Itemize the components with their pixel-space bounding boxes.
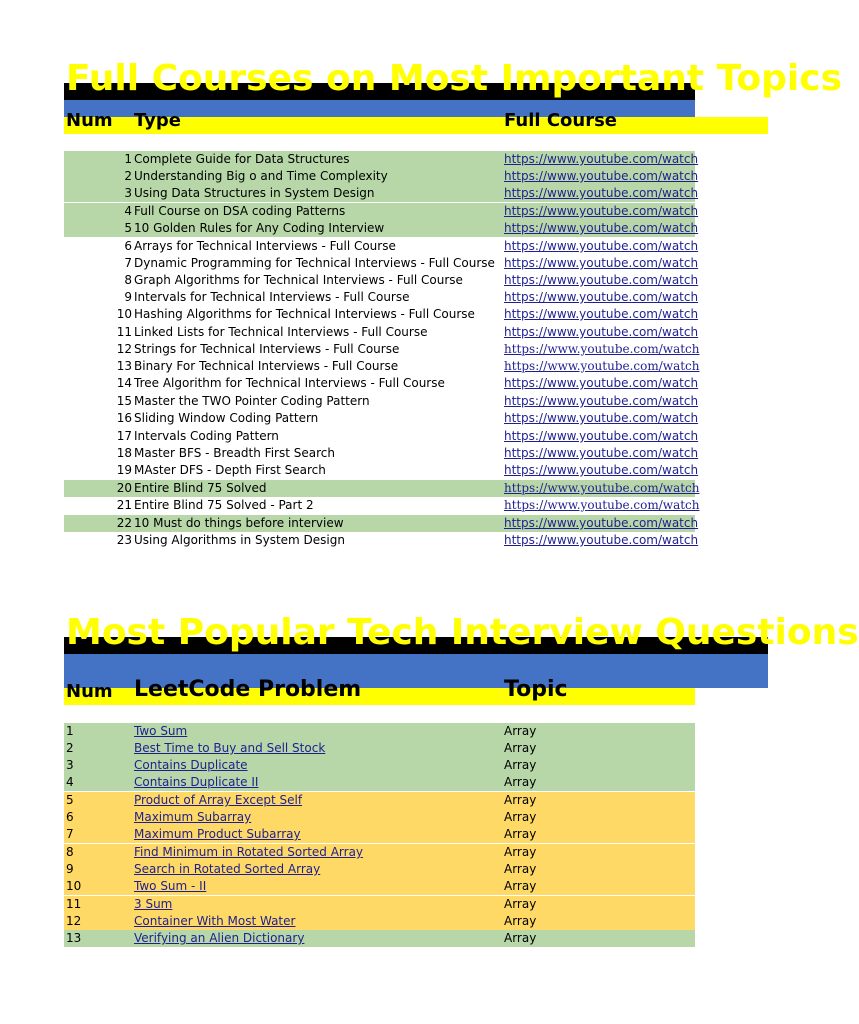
row-type: Understanding Big o and Time Complexity [134,169,388,183]
row-topic: Array [504,897,537,911]
row-type: Linked Lists for Technical Interviews - Full Course [134,325,428,339]
course-link[interactable]: https://www.youtube.com/watch [504,256,699,270]
row-num: 10 [66,879,82,893]
table-row [64,930,695,947]
course-link[interactable]: https://www.youtube.com/watch [504,290,699,304]
section1-title-band [64,58,843,100]
problem-link[interactable]: Product of Array Except Self [134,793,303,807]
problem-link[interactable]: Contains Duplicate II [134,775,259,789]
problem-link[interactable]: Maximum Product Subarray [134,827,301,841]
table-row [64,878,695,895]
table-row [64,861,695,878]
row-type: Binary For Technical Interviews - Full Course [134,359,399,373]
row-num: 9 [124,290,132,304]
table-row [64,255,699,272]
course-link[interactable]: https://www.youtube.com/watch [504,325,699,339]
table-row [64,341,700,358]
problem-link[interactable]: 3 Sum [134,897,173,911]
course-link[interactable]: https://www.youtube.com/watch [504,394,699,408]
row-num: 22 [116,516,132,530]
table-row [64,168,699,185]
row-num: 1 [124,152,132,166]
problem-link[interactable]: Contains Duplicate [134,758,248,772]
course-link[interactable]: https://www.youtube.com/watch [504,307,699,321]
row-num: 15 [116,394,132,408]
course-link[interactable]: https://www.youtube.com/watch [504,204,699,218]
row-type: 10 Golden Rules for Any Coding Interview [134,221,385,235]
table-row [64,826,695,843]
table-row [64,515,699,532]
table-row [64,445,699,462]
table-row [64,896,695,913]
section2-header-row [64,677,695,705]
row-num: 14 [116,376,132,390]
table-row [64,428,699,445]
problem-link[interactable]: Best Time to Buy and Sell Stock [134,741,326,755]
header-num: Num [66,681,113,702]
table-row [64,306,699,323]
row-topic: Array [504,775,537,789]
row-num: 20 [116,481,132,495]
row-type: Intervals for Technical Interviews - Full Course [134,290,410,304]
problem-link[interactable]: Two Sum - II [134,879,207,893]
section1-header-row [64,110,768,134]
row-type: Tree Algorithm for Technical Interviews - Full Course [134,376,445,390]
table-row [64,532,699,549]
table-row [64,238,699,255]
row-num: 6 [66,810,74,824]
section1-title: Full Courses on Most Important Topics [66,58,843,99]
row-num: 6 [124,239,132,253]
row-num: 23 [116,533,132,547]
course-link[interactable]: https://www.youtube.com/watch [504,169,699,183]
course-link[interactable]: https://www.youtube.com/watch [504,376,699,390]
row-topic: Array [504,724,537,738]
row-topic: Array [504,845,537,859]
row-num: 3 [124,186,132,200]
row-num: 12 [116,342,132,356]
table-row [64,220,699,237]
table-row [64,393,699,410]
table-row [64,774,695,791]
table-row [64,723,695,740]
row-num: 2 [66,741,74,755]
row-topic: Array [504,793,537,807]
row-topic: Array [504,741,537,755]
row-num: 16 [116,411,132,425]
table-row [64,844,695,861]
row-type: 10 Must do things before interview [134,516,344,530]
problem-link[interactable]: Find Minimum in Rotated Sorted Array [134,845,364,859]
row-type: Using Data Structures in System Design [134,186,375,200]
row-type: Strings for Technical Interviews - Full Course [134,342,400,356]
row-type: Master BFS - Breadth First Search [134,446,335,460]
table-row [64,272,699,289]
row-num: 1 [66,724,74,738]
row-num: 5 [124,221,132,235]
course-link[interactable]: https://www.youtube.com/watch [504,533,699,547]
problem-link[interactable]: Two Sum [134,724,188,738]
header-num: Num [66,110,113,131]
row-topic: Array [504,758,537,772]
row-type: Complete Guide for Data Structures [134,152,350,166]
table-row [64,289,699,306]
row-num: 2 [124,169,132,183]
course-link[interactable]: https://www.youtube.com/watch [504,446,699,460]
row-num: 17 [116,429,132,443]
table-row [64,151,699,168]
row-type: Graph Algorithms for Technical Interviews - Full Course [134,273,463,287]
course-link[interactable]: https://www.youtube.com/watch [504,273,699,287]
row-type: Master the TWO Pointer Coding Pattern [134,394,370,408]
row-topic: Array [504,931,537,945]
course-link[interactable]: https://www.youtube.com/watch [504,239,699,253]
row-num: 9 [66,862,74,876]
course-link[interactable]: https://www.youtube.com/watch [504,221,699,235]
course-link[interactable]: https://www.youtube.com/watch [504,342,700,356]
course-link[interactable]: https://www.youtube.com/watch [504,463,699,477]
problem-link[interactable]: Verifying an Alien Dictionary [134,931,305,945]
row-type: Dynamic Programming for Technical Interviews - Full Course [134,256,495,270]
table-row [64,740,695,757]
row-num: 18 [116,446,132,460]
row-num: 8 [66,845,74,859]
table-row [64,497,700,514]
table-row [64,375,699,392]
row-topic: Array [504,879,537,893]
row-type: Full Course on DSA coding Patterns [134,204,346,218]
row-num: 19 [116,463,132,477]
row-num: 10 [116,307,132,321]
table-row [64,185,699,202]
course-link[interactable]: https://www.youtube.com/watch [504,359,700,373]
table-row [64,324,699,341]
problem-link[interactable]: Container With Most Water [134,914,296,928]
table-row [64,809,695,826]
row-num: 4 [66,775,74,789]
row-num: 4 [124,204,132,218]
table-row [64,480,700,497]
row-type: Entire Blind 75 Solved [134,481,267,495]
table-row [64,792,695,809]
row-topic: Array [504,810,537,824]
row-num: 11 [66,897,82,911]
course-link[interactable]: https://www.youtube.com/watch [504,481,700,495]
course-link[interactable]: https://www.youtube.com/watch [504,186,699,200]
row-type: Entire Blind 75 Solved - Part 2 [134,498,314,512]
table-row [64,358,700,375]
row-num: 13 [66,931,82,945]
header-full-course: Full Course [504,110,618,131]
row-topic: Array [504,862,537,876]
table-row [64,462,699,479]
row-num: 12 [66,914,82,928]
row-num: 5 [66,793,74,807]
section2-title-band [64,612,859,654]
row-type: MAster DFS - Depth First Search [134,463,326,477]
course-link[interactable]: https://www.youtube.com/watch [504,411,699,425]
row-num: 8 [124,273,132,287]
section2-title: Most Popular Tech Interview Questions [66,612,859,653]
row-type: Arrays for Technical Interviews - Full Course [134,239,396,253]
course-link[interactable]: https://www.youtube.com/watch [504,429,699,443]
problem-link[interactable]: Maximum Subarray [134,810,252,824]
row-num: 11 [116,325,132,339]
course-link[interactable]: https://www.youtube.com/watch [504,498,700,512]
row-topic: Array [504,827,537,841]
problem-link[interactable]: Search in Rotated Sorted Array [134,862,321,876]
course-link[interactable]: https://www.youtube.com/watch [504,152,699,166]
row-type: Using Algorithms in System Design [134,533,345,547]
table-row [64,410,699,427]
header-type: Type [134,110,181,131]
course-link[interactable]: https://www.youtube.com/watch [504,516,699,530]
header-leetcode-problem: LeetCode Problem [134,677,362,702]
row-num: 7 [124,256,132,270]
row-topic: Array [504,914,537,928]
row-type: Sliding Window Coding Pattern [134,411,319,425]
row-num: 3 [66,758,74,772]
row-num: 13 [116,359,132,373]
row-num: 7 [66,827,74,841]
table-row [64,203,699,220]
row-type: Intervals Coding Pattern [134,429,279,443]
table-row [64,913,695,930]
table-row [64,757,695,774]
header-topic: Topic [504,677,568,702]
row-num: 21 [116,498,132,512]
row-type: Hashing Algorithms for Technical Interviews - Full Course [134,307,475,321]
